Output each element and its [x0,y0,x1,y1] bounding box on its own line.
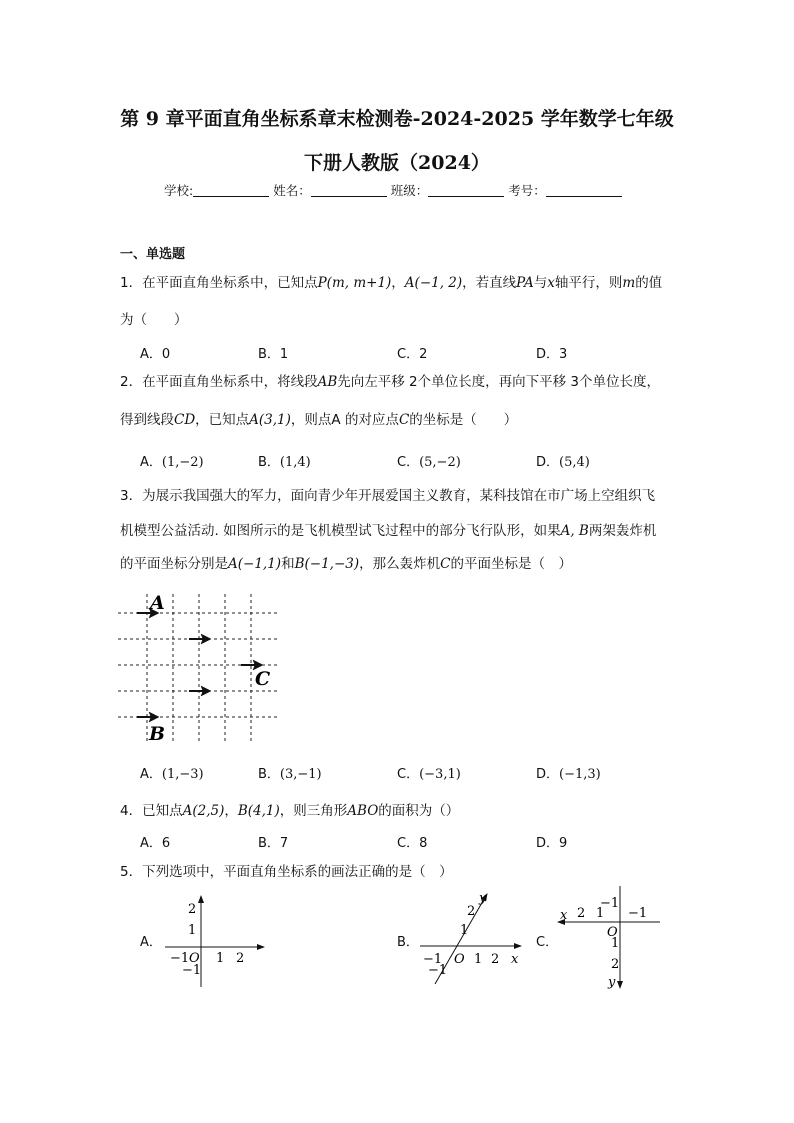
q5-figure-b [415,886,530,988]
question-5: 5．下列选项中，平面直角坐标系的画法正确的是（ ） [120,864,453,880]
svg-text:1: 1 [188,923,197,938]
q4-option-c[interactable]: C．8 [397,836,428,851]
section-heading: 一、单选题 [120,247,186,262]
question-4: 4．已知点A(2,5)，B(4,1)，则三角形ABO的面积为（） [120,803,460,819]
student-info-row [164,181,622,199]
svg-text:−1: −1 [628,906,648,921]
name-field[interactable] [311,184,387,197]
svg-text:1: 1 [216,951,225,966]
plane-icon [189,634,211,644]
label-b: B [149,723,166,744]
class-label: 班级： [390,183,429,198]
question-1-line2: 为（ ） [120,312,188,328]
svg-text:1: 1 [460,923,469,938]
svg-text:−1: −1 [600,896,620,911]
label-a: A [150,592,165,614]
school-label: 学校: [164,183,194,198]
school-field[interactable] [193,184,269,197]
page-title: 第 9 章平面直角坐标系章末检测卷-2024-2025 学年数学七年级 [120,108,674,130]
svg-text:1: 1 [611,936,620,951]
q2-option-a[interactable]: A．(1,−2) [140,455,204,470]
question-3-line3: 的平面坐标分别是A(−1,1)和B(−1,−3)，那么轰炸机C的平面坐标是（ ） [120,556,572,572]
q2-option-d[interactable]: D．(5,4) [536,455,590,470]
svg-text:O: O [607,925,618,940]
q3-option-c[interactable]: C．(−3,1) [397,767,461,782]
plane-icon [189,686,211,696]
q4-option-a[interactable]: A．6 [140,836,171,851]
q4-option-b[interactable]: B．7 [258,836,289,851]
question-3-line1: 3．为展示我国强大的军力，面向青少年开展爱国主义教育，某科技馆在市广场上空组织飞 [120,488,656,504]
q4-option-d[interactable]: D．9 [536,836,568,851]
svg-text:−1: −1 [170,951,190,966]
svg-text:x: x [511,952,519,967]
svg-text:2: 2 [611,957,620,972]
page-subtitle: 下册人教版（2024） [304,152,490,174]
class-field[interactable] [428,184,504,197]
label-c: C [255,668,271,690]
q3-option-b[interactable]: B．(3,−1) [258,767,322,782]
svg-text:−1: −1 [428,963,448,978]
q1-option-a[interactable]: A．0 [140,347,171,362]
svg-text:y: y [479,891,487,906]
flight-formation-figure [118,592,284,744]
question-3-line2: 机模型公益活动. 如图所示的是飞机模型试飞过程中的部分飞行队形，如果A, B两架轰炸机 [120,523,657,539]
q5-option-b[interactable]: B． [397,935,419,950]
q3-option-d[interactable]: D．(−1,3) [536,767,601,782]
svg-text:x: x [560,908,568,923]
question-1-line1: 1．在平面直角坐标系中，已知点P(m, m+1)，A(−1, 2)，若直线PA与x轴平行，则m的值 [120,275,663,291]
exam-no-field[interactable] [546,184,622,197]
name-label: 姓名： [273,183,311,198]
svg-text:−1: −1 [182,963,202,978]
question-2-line1: 2．在平面直角坐标系中，将线段AB先向左平移 2个单位长度，再向下平移 3个单位长度， [120,374,661,390]
svg-text:2: 2 [491,952,500,967]
exam-no-label: 考号： [508,183,546,198]
plane-b-icon [137,712,159,722]
q3-option-a[interactable]: A．(1,−3) [140,767,204,782]
q5-option-c[interactable]: C． [536,935,559,950]
svg-text:y: y [608,975,616,990]
q2-option-b[interactable]: B．(1,4) [258,455,311,470]
svg-text:1: 1 [474,952,483,967]
svg-text:1: 1 [596,906,605,921]
svg-text:2: 2 [577,906,586,921]
q1-option-c[interactable]: C．2 [397,347,428,362]
svg-text:−1: −1 [423,952,443,967]
q5-figure-a [160,890,270,990]
svg-text:O: O [189,951,200,966]
q2-option-c[interactable]: C．(5,−2) [397,455,461,470]
svg-text:2: 2 [236,951,245,966]
question-2-line2: 得到线段CD，已知点A(3,1)，则点A 的对应点C的坐标是（ ） [120,412,518,428]
svg-text:2: 2 [467,904,476,919]
q1-option-b[interactable]: B．1 [258,347,289,362]
q5-option-a[interactable]: A． [140,935,162,950]
svg-text:2: 2 [188,902,197,917]
q5-figure-c [552,884,664,992]
svg-text:O: O [454,952,465,967]
q1-option-d[interactable]: D．3 [536,347,568,362]
